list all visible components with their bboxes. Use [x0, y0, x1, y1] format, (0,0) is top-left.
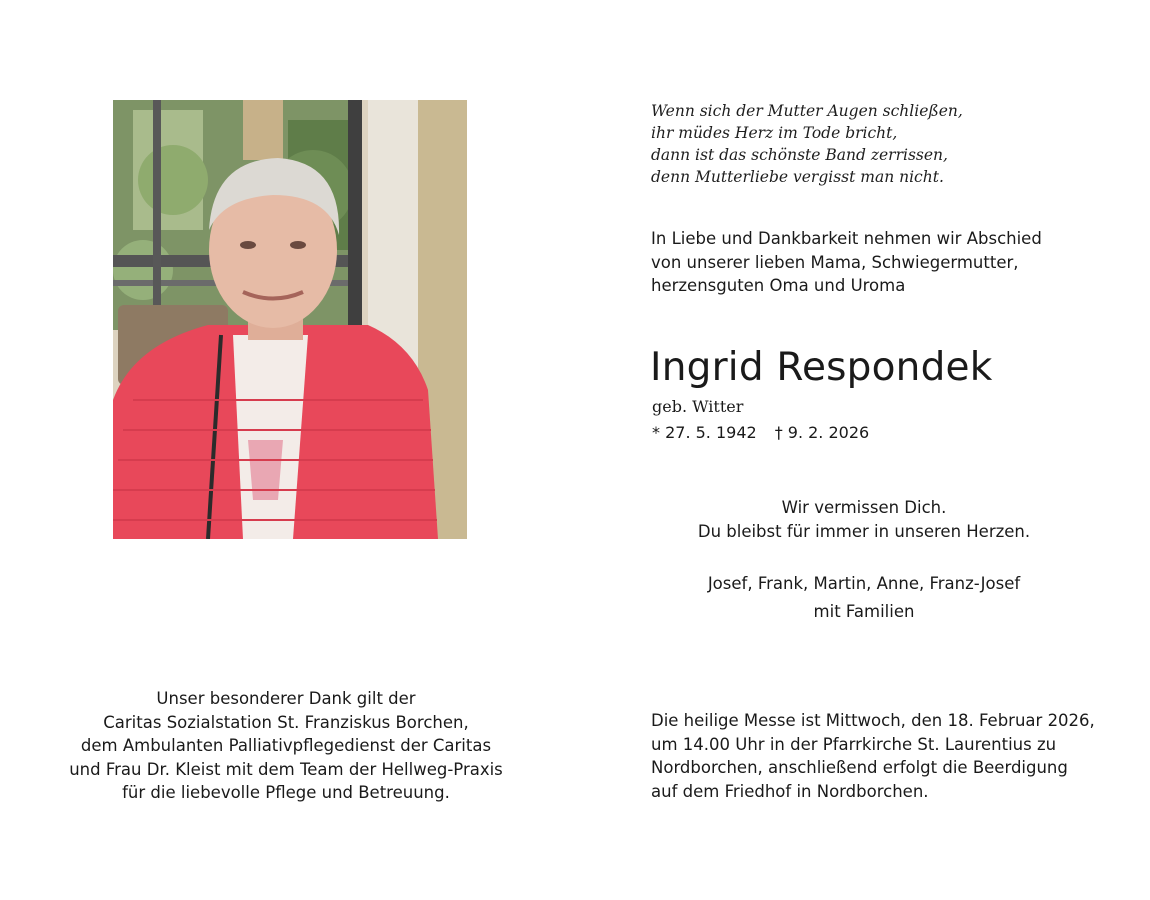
mass-line: auf dem Friedhof in Nordborchen. — [651, 781, 929, 801]
mass-line: Die heilige Messe ist Mittwoch, den 18. Februar 2026, — [651, 711, 1095, 730]
thanks-line: und Frau Dr. Kleist mit dem Team der Hellweg-Praxis — [69, 759, 503, 779]
deceased-name: Ingrid Respondek — [650, 345, 993, 390]
poem — [651, 100, 1111, 188]
family-signature — [630, 570, 1098, 626]
farewell-intro — [651, 227, 1121, 298]
life-dates — [652, 422, 869, 444]
thanks-text — [40, 687, 532, 805]
thanks-line: Caritas Sozialstation St. Franziskus Borchen, — [103, 712, 469, 732]
intro-line: herzensguten Oma und Uroma — [651, 276, 906, 295]
mass-line: um 14.00 Uhr in der Pfarrkirche St. Laurentius zu — [651, 734, 1057, 754]
born-name: geb. Witter — [652, 397, 744, 416]
birth-date: * 27. 5. 1942 — [652, 423, 757, 442]
poem-line: ihr müdes Herz im Tode bricht, — [651, 124, 898, 142]
thanks-line: Unser besonderer Dank gilt der — [156, 689, 416, 708]
poem-line: denn Mutterliebe vergisst man nicht. — [651, 168, 944, 186]
family-line: Josef, Frank, Martin, Anne, Franz-Josef — [707, 574, 1021, 593]
mass-line: Nordborchen, anschließend erfolgt die Beerdigung — [651, 758, 1068, 777]
portrait-photo — [113, 100, 467, 539]
remembrance-line: Wir vermissen Dich. — [781, 498, 947, 517]
intro-line: von unserer lieben Mama, Schwiegermutter, — [651, 252, 1019, 272]
remembrance-text — [630, 496, 1098, 543]
thanks-line: für die liebevolle Pflege und Betreuung. — [122, 783, 450, 802]
poem-line: Wenn sich der Mutter Augen schließen, — [651, 102, 963, 120]
intro-line: In Liebe und Dankbarkeit nehmen wir Abschied — [651, 229, 1042, 248]
death-date: † 9. 2. 2026 — [774, 423, 870, 442]
remembrance-line: Du bleibst für immer in unseren Herzen. — [697, 521, 1031, 541]
thanks-line: dem Ambulanten Palliativpflegedienst der Caritas — [80, 736, 492, 755]
funeral-mass-info — [651, 709, 1131, 803]
family-line: mit Familien — [813, 602, 915, 621]
poem-line: dann ist das schönste Band zerrissen, — [651, 146, 948, 164]
portrait-illustration — [113, 100, 467, 539]
